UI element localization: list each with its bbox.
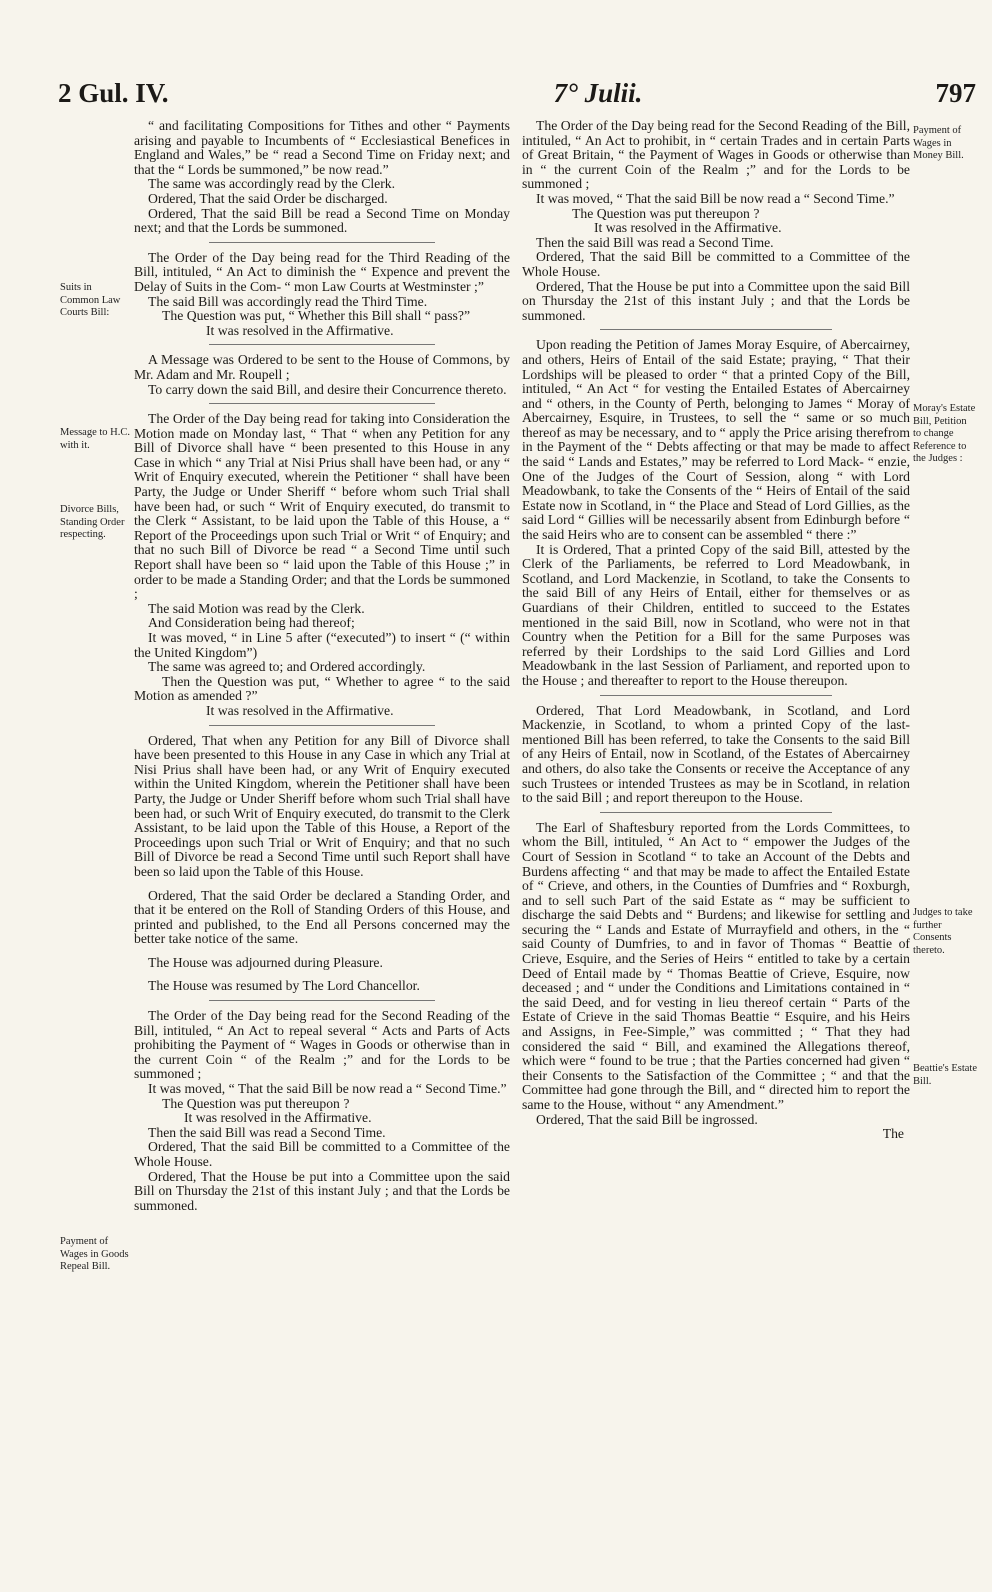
section-divider xyxy=(209,242,435,243)
paragraph: The Order of the Day being read for the Second Reading of the Bill, intituled, “ An Act to repeal several “ Acts and Parts of Acts prohibiting the Payment of “ Wages in Goods or otherwise than in the current Coin “ of the Realm ;” and for the Lords to be summoned ; xyxy=(134,1008,510,1082)
section-divider xyxy=(600,812,833,813)
paragraph: Then the said Bill was read a Second Time. xyxy=(148,1124,386,1140)
paragraph: The Order of the Day being read for the Second Reading of the Bill, intituled, “ An Act to prohibit, in “ certain Trades and in certain Parts of Great Britain, “ the Payment of Wages in Goods or otherwise than in “ the current Coin of the Realm ;” and for the Lords to be summoned ; xyxy=(522,118,910,192)
paragraph: It was resolved in the Affirmative. xyxy=(206,322,394,338)
margin-note-message: Message to H.C. with it. xyxy=(60,427,130,451)
paragraph: It was resolved in the Affirmative. xyxy=(184,1110,372,1126)
paragraph: Ordered, That the House be put into a Committee upon the said Bill on Thursday the 21st of this instant July ; and that the Lords be summoned. xyxy=(522,278,910,323)
section-divider xyxy=(209,403,435,404)
paragraph: The Order of the Day being read for taking into Consideration the Motion made on Monday last, “ That “ when any Petition for any Bill of Divorce shall have “ been presented to this House in any Case in which “ any Trial at Nisi Prius shall have been had, or any “ Writ of Enquiry executed, wherein the Petitioner “ shall have been Party, the Judge or Under Sheriff “ before whom such Trial shall have been had, or such “ Writ of Enquiry executed, do transmit to the Clerk “ Assistant, to be laid upon the Table of this House, a “ Report of the Proceedings upon such Trial or Writ “ of Enquiry; and that no such Bill of Divorce be read “ a Second Time until such Report shall have been so “ laid upon the Table of this House ;” in order to be made a Standing Order; and that the Lords be summoned ; xyxy=(134,411,510,602)
date-heading: 7° Julii. xyxy=(553,78,643,108)
margin-note-suits: Suits in Common Law Courts Bill: xyxy=(60,282,121,318)
paragraph: Ordered, That the said Order be discharged. xyxy=(148,190,388,206)
paragraph: To carry down the said Bill, and desire their Concurrence thereto. xyxy=(148,381,507,397)
paragraph: Then the said Bill was read a Second Time. xyxy=(536,234,774,250)
paragraph: Ordered, That the said Bill be read a Second Time on Monday next; and that the Lords be summoned. xyxy=(134,205,510,236)
paragraph: Ordered, That the said Order be declared a Standing Order, and that it be entered on the Roll of Standing Orders of this House, and printed and published, to the End all Persons concerned may the better take notice of the same. xyxy=(134,887,510,947)
paragraph: Ordered, That Lord Meadowbank, in Scotland, and Lord Mackenzie, in Scotland, to whom a printed Copy of the last-mentioned Bill has been referred, to take the Consents to the said Bill of any Heirs of Entail, now in Scotland, of the Estates of Abercairney and others, do also take the Consents or receive the Acceptance of any such Trustees or intended Trustees as may be in Scotland, in relation to the said Bill ; and report thereupon to the House. xyxy=(522,702,910,806)
catchword: The xyxy=(882,1126,904,1142)
right-column xyxy=(522,119,910,1142)
paragraph: The same was accordingly read by the Clerk. xyxy=(148,176,396,192)
page-header xyxy=(58,78,976,112)
paragraph: The Question was put thereupon ? xyxy=(572,205,760,221)
paragraph: It is Ordered, That a printed Copy of the said Bill, attested by the Clerk of the Parliaments, be referred to Lord Meadowbank, in Scotland, and Lord Mackenzie, in Scotland, to take the Consents to the said Bill of any Heirs of Entail, either for themselves or as Guardians of their Children, entitled to succeed to the Estates mentioned in the said Bill, now in Scotland, who were not in that Country when the Petition for a Bill for the same Purposes was referred by their Lordships to the said Lord Gillies and Lord Meadowbank in the last Session of Parliament, and reported upon to the House ; and thereafter to report to the House thereupon. xyxy=(522,541,910,688)
paragraph: The Earl of Shaftesbury reported from the Lords Committees, to whom the Bill, intituled, “ An Act to “ empower the Judges of the Court of Session in Scotland “ to take an Account of the Debts and Burdens affecting “ and that may be made to affect the Entailed Estate of “ Crieve, and others, in the Counties of Dumfries and “ Roxburgh, and to sell such Part of the said Estate as “ may be sufficient to discharge the said Debts and “ Burdens; and likewise for settling and securing the “ Lands and Estate of Murrayfield and others, in the “ said County of Dumfries, to and in favor of Thomas “ Beattie of Crieve, Esquire, and the Series of Heirs “ entitled to take by a certain Deed of Entail made by “ Thomas Beattie of Crieve, Esquire, now deceased ; and “ under the Conditions and Limitations contained in “ the said Deed, and for vesting in lieu thereof certain “ Parts of the Estate of Crieve in the said Thomas Beattie “ Esquire, and his Heirs and Assigns, in Fee-Simple,” was committed ; “ That they had considered the said “ Bill, and examined the Allegations thereof, which were “ found to be true ; that the Parties concerned had given “ their Consents to the Satisfaction of the Committee ; “ and that the Committee had gone through the Bill, and “ directed him to report the same to the House, without “ any Amendment.” xyxy=(522,819,910,1112)
paragraph: Upon reading the Petition of James Moray Esquire, of Abercairney, and others, Heirs of Entail of the said Estate; praying, “ That their Lordships will be pleased to order “ that a printed Copy of the Bill, intituled, “ An Act “ for vesting the Entailed Estates of Abercairney and “ others, in the County of Perth, belonging to James “ Moray of Abercairney, Esquire, in Trustees, to sell the “ same or so much thereof as may be necessary, and to “ apply the Price arising therefrom in the Payment of the “ Debts affecting or that may be made to affect the said “ Lands and Estates,” may be referred to Lord Mack- “ enzie, One of the Judges of the Court of Session, along “ with Lord Meadowbank, to take the Consents of the “ Heirs of Entail of the said Estate now in Scotland, in “ the Place and Stead of Lord Gillies, as the said Lord “ Gillies will be necessarily absent from Edinburgh before “ the said Heirs who are to consent can be assembled “ there :” xyxy=(522,337,910,543)
paragraph: The same was agreed to; and Ordered accordingly. xyxy=(148,659,426,675)
paragraph: It was moved, “ That the said Bill be now read a “ Second Time.” xyxy=(536,190,895,206)
regnal-year: 2 Gul. IV. xyxy=(58,78,169,108)
margin-note-moray: Moray's Estate Bill, Petition to change Reference to the Judges : xyxy=(913,403,976,464)
paragraph: It was resolved in the Affirmative. xyxy=(206,702,394,718)
paragraph: Ordered, That when any Petition for any Bill of Divorce shall have been presented to this House in any Case in which any Trial at Nisi Prius shall have been had, or any Writ of Enquiry executed within the United Kingdom, wherein the Petitioner shall have been Party, the Judge or Under Sheriff before whom such Trial shall have been had, or such Writ of Enquiry executed, do transmit to the Clerk Assistant, to be laid upon the Table of this House, a Report of the Proceedings upon such Trial or Writ of Enquiry; and that no such Bill of Divorce be read a Second Time until such Report shall have been so laid upon the Table of this House. xyxy=(134,732,510,879)
paragraph: And Consideration being had thereof; xyxy=(148,615,355,631)
paragraph: It was moved, “ That the said Bill be now read a “ Second Time.” xyxy=(148,1081,507,1097)
paragraph: The House was adjourned during Pleasure. xyxy=(148,954,383,970)
paragraph: The Question was put thereupon ? xyxy=(162,1095,350,1111)
paragraph: The said Motion was read by the Clerk. xyxy=(148,600,365,616)
paragraph: The Question was put, “ Whether this Bill shall “ pass?” xyxy=(162,308,471,324)
margin-note-money: Payment of Wages in Money Bill. xyxy=(913,125,964,161)
paragraph: Ordered, That the said Bill be committed to a Committee of the Whole House. xyxy=(522,249,910,279)
paragraph: The said Bill was accordingly read the Third Time. xyxy=(148,293,428,309)
margin-note-judges: Judges to take further Consents thereto. xyxy=(913,907,973,956)
paragraph: The Order of the Day being read for the Third Reading of the Bill, intituled, “ An Act to diminish the “ Expence and prevent the Delay of Suits in the Com- “ mon Law Courts at Westminster ;” xyxy=(134,249,510,294)
page-number: 797 xyxy=(935,78,976,108)
section-divider xyxy=(209,725,435,726)
section-divider xyxy=(209,344,435,345)
left-column xyxy=(134,119,510,1213)
paragraph: It was moved, “ in Line 5 after (“executed”) to insert “ (“ within the United Kingdom”) xyxy=(134,630,510,660)
paragraph: It was resolved in the Affirmative. xyxy=(594,220,782,236)
section-divider xyxy=(209,1000,435,1001)
paragraph: Ordered, That the House be put into a Committee upon the said Bill on Thursday the 21st of this instant July ; and that the Lords be summoned. xyxy=(134,1168,510,1213)
paragraph: Ordered, That the said Bill be ingrossed. xyxy=(536,1111,758,1127)
margin-note-goods-repeal: Payment of Wages in Goods Repeal Bill. xyxy=(60,1236,129,1272)
paragraph: Ordered, That the said Bill be committed to a Committee of the Whole House. xyxy=(134,1139,510,1169)
paragraph: The House was resumed by The Lord Chancellor. xyxy=(148,978,420,994)
paragraph: “ and facilitating Compositions for Tithes and other “ Payments arising and payable to Incumbents of “ Ecclesiastical Benefices in England and Wales,” be “ read a Second Time on Friday next; and that the “ Lords be summoned,” be now read.” xyxy=(134,118,510,177)
section-divider xyxy=(600,329,833,330)
paragraph: A Message was Ordered to be sent to the House of Commons, by Mr. Adam and Mr. Roupell ; xyxy=(134,352,510,382)
margin-note-beattie: Beattie's Estate Bill. xyxy=(913,1063,977,1087)
paragraph: Then the Question was put, “ Whether to agree “ to the said Motion as amended ?” xyxy=(134,673,510,704)
section-divider xyxy=(600,695,833,696)
margin-note-divorce: Divorce Bills, Standing Order respecting. xyxy=(60,504,125,540)
